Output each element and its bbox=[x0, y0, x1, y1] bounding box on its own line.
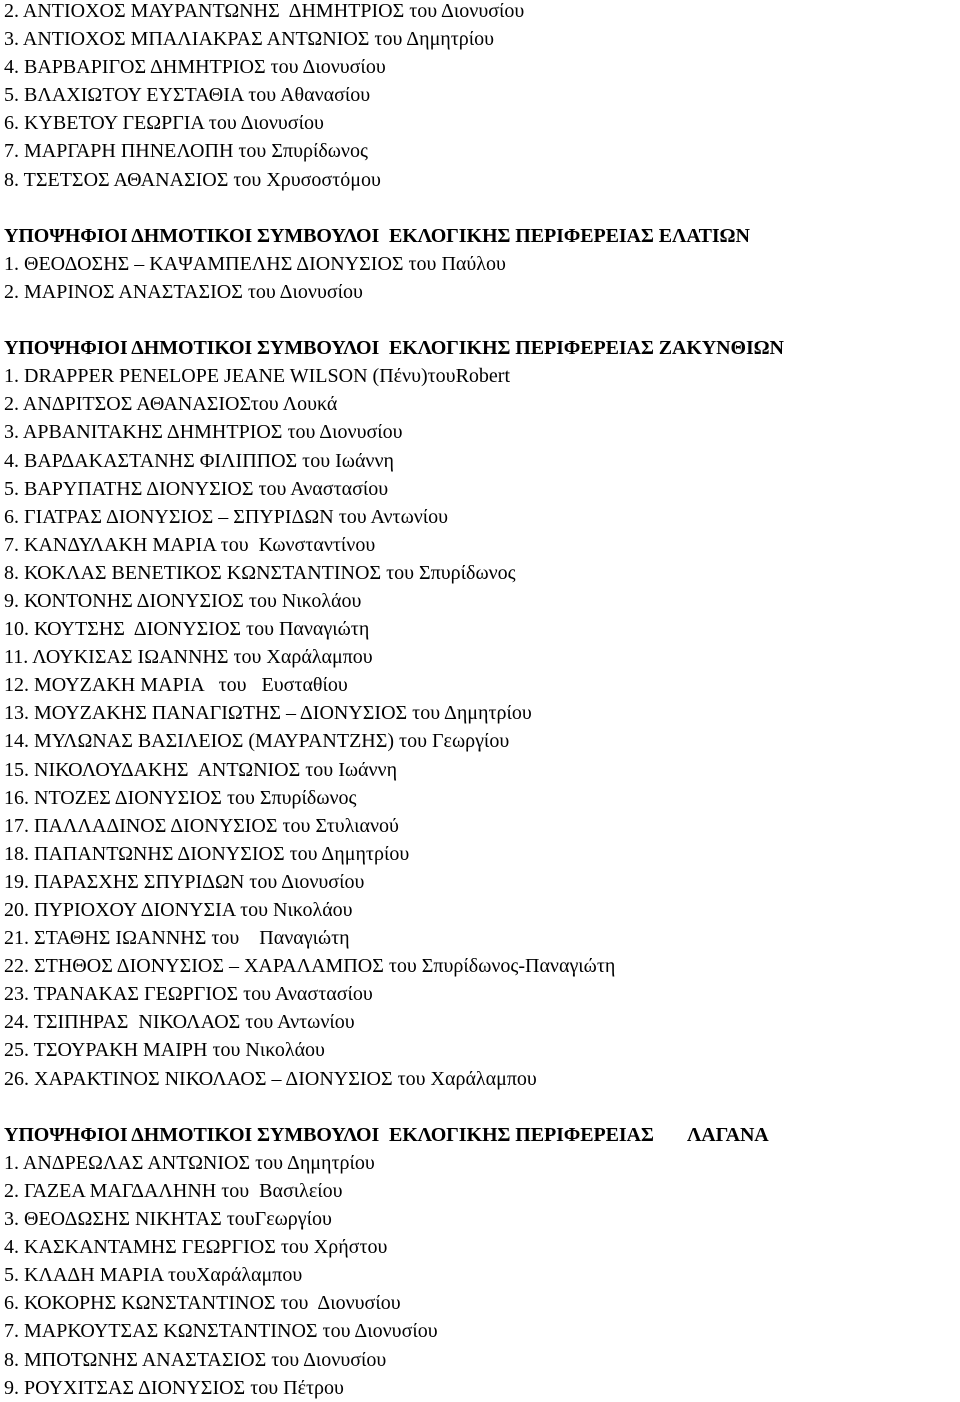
list-item: 14. ΜΥΛΩΝΑΣ ΒΑΣΙΛΕΙΟΣ (ΜΑΥΡΑΝΤΖΗΣ) του Γεωργίου bbox=[4, 730, 510, 753]
list-item: 7. ΜΑΡΚΟΥΤΣΑΣ ΚΩΝΣΤΑΝΤΙΝΟΣ του Διονυσίου bbox=[4, 1320, 438, 1343]
document-page bbox=[4, 0, 956, 1402]
list-item: 25. ΤΣΟΥΡΑΚΗ ΜΑΙΡΗ του Νικολάου bbox=[4, 1039, 325, 1062]
list-item: 1. ΘΕΟΔΟΣΗΣ – ΚΑΨΑΜΠΕΛΗΣ ΔΙΟΝΥΣΙΟΣ του Παύλου bbox=[4, 252, 506, 275]
section-heading: ΥΠΟΨΗΦΙΟΙ ΔΗΜΟΤΙΚΟΙ ΣΥΜΒΟΥΛΟΙ ΕΚΛΟΓΙΚΗΣ ΠΕΡΙΦΕΡΕΙΑΣ ΛΑΓΑΝΑ bbox=[4, 1123, 769, 1146]
list-item: 26. ΧΑΡΑΚΤΙΝΟΣ ΝΙΚΟΛΑΟΣ – ΔΙΟΝΥΣΙΟΣ του Χαράλαμπου bbox=[4, 1067, 537, 1090]
list-item: 1. ΑΝΔΡΕΩΛΑΣ ΑΝΤΩΝΙΟΣ του Δημητρίου bbox=[4, 1151, 375, 1174]
section-heading: ΥΠΟΨΗΦΙΟΙ ΔΗΜΟΤΙΚΟΙ ΣΥΜΒΟΥΛΟΙ ΕΚΛΟΓΙΚΗΣ ΠΕΡΙΦΕΡΕΙΑΣ ΖΑΚΥΝΘΙΩΝ bbox=[4, 337, 784, 360]
list-item: 4. ΚΑΣΚΑΝΤΑΜΗΣ ΓΕΩΡΓΙΟΣ του Χρήστου bbox=[4, 1236, 388, 1259]
list-item: 22. ΣΤΗΘΟΣ ΔΙΟΝΥΣΙΟΣ – ΧΑΡΑΛΑΜΠΟΣ του Σπυρίδωνος-Παναγιώτη bbox=[4, 955, 616, 978]
list-item: 10. ΚΟΥΤΣΗΣ ΔΙΟΝΥΣΙΟΣ του Παναγιώτη bbox=[4, 618, 370, 641]
spacer bbox=[4, 306, 956, 334]
list-item: 7. ΜΑΡΓΑΡΗ ΠΗΝΕΛΟΠΗ του Σπυρίδωνος bbox=[4, 140, 368, 163]
list-item: 23. ΤΡΑΝΑΚΑΣ ΓΕΩΡΓΙΟΣ του Αναστασίου bbox=[4, 983, 373, 1006]
list-item: 4. ΒΑΡΔΑΚΑΣΤΑΝΗΣ ΦΙΛΙΠΠΟΣ του Ιωάννη bbox=[4, 449, 394, 472]
list-item: 15. ΝΙΚΟΛΟΥΔΑΚΗΣ ΑΝΤΩΝΙΟΣ του Ιωάννη bbox=[4, 758, 398, 781]
section-heading: ΥΠΟΨΗΦΙΟΙ ΔΗΜΟΤΙΚΟΙ ΣΥΜΒΟΥΛΟΙ ΕΚΛΟΓΙΚΗΣ ΠΕΡΙΦΕΡΕΙΑΣ ΕΛΑΤΙΩΝ bbox=[4, 224, 750, 247]
list-item: 24. ΤΣΙΠΗΡΑΣ ΝΙΚΟΛΑΟΣ του Αντωνίου bbox=[4, 1011, 355, 1034]
list-item: 9. ΡΟΥΧΙΤΣΑΣ ΔΙΟΝΥΣΙΟΣ του Πέτρου bbox=[4, 1376, 344, 1399]
list-item: 13. ΜΟΥΖΑΚΗΣ ΠΑΝΑΓΙΩΤΗΣ – ΔΙΟΝΥΣΙΟΣ του Δημητρίου bbox=[4, 702, 532, 725]
list-item: 20. ΠΥΡΙΟΧΟΥ ΔΙΟΝΥΣΙΑ του Νικολάου bbox=[4, 899, 353, 921]
list-item: 5. ΚΛΑΔΗ ΜΑΡΙΑ τουΧαράλαμπου bbox=[4, 1264, 303, 1287]
list-item: 8. ΤΣΕΤΣΟΣ ΑΘΑΝΑΣΙΟΣ του Χρυσοστόμου bbox=[4, 168, 381, 191]
list-item: 3. ΑΝΤΙΟΧΟΣ ΜΠΑΛΙΑΚΡΑΣ ΑΝΤΩΝΙΟΣ του Δημητρίου bbox=[4, 28, 495, 51]
list-item: 17. ΠΑΛΛΑΔΙΝΟΣ ΔΙΟΝΥΣΙΟΣ του Στυλιανού bbox=[4, 814, 399, 837]
list-item: 2. ΜΑΡΙΝΟΣ ΑΝΑΣΤΑΣΙΟΣ του Διονυσίου bbox=[4, 280, 363, 303]
list-item: 9. ΚΟΝΤΟΝΗΣ ΔΙΟΝΥΣΙΟΣ του Νικολάου bbox=[4, 589, 362, 612]
list-item: 1. DRAPPER PENELOPE JEANE WILSON (Πένυ)τουRobert bbox=[4, 365, 511, 388]
list-item: 2. ΑΝΔΡΙΤΣΟΣ ΑΘΑΝΑΣΙΟΣτου Λουκά bbox=[4, 393, 338, 416]
list-item: 8. ΜΠΟΤΩΝΗΣ ΑΝΑΣΤΑΣΙΟΣ του Διονυσίου bbox=[4, 1348, 387, 1371]
list-item: 11. ΛΟΥΚΙΣΑΣ ΙΩΑΝΝΗΣ του Χαράλαμπου bbox=[4, 646, 373, 669]
section-lagana bbox=[4, 1121, 956, 1402]
list-item: 19. ΠΑΡΑΣΧΗΣ ΣΠΥΡΙΔΩΝ του Διονυσίου bbox=[4, 870, 365, 893]
list-item: 8. ΚΟΚΛΑΣ ΒΕΝΕΤΙΚΟΣ ΚΩΝΣΤΑΝΤΙΝΟΣ του Σπυρίδωνος bbox=[4, 561, 516, 584]
spacer bbox=[4, 1093, 956, 1121]
list-item: 4. ΒΑΡΒΑΡΙΓΟΣ ΔΗΜΗΤΡΙΟΣ του Διονυσίου bbox=[4, 56, 386, 79]
list-item: 2. ΓΑΖΕΑ ΜΑΓΔΑΛΗΝΗ του Βασιλείου bbox=[4, 1179, 343, 1202]
list-item: 5. ΒΑΡΥΠΑΤΗΣ ΔΙΟΝΥΣΙΟΣ του Αναστασίου bbox=[4, 477, 389, 500]
spacer bbox=[4, 194, 956, 222]
intro-list bbox=[4, 0, 956, 194]
list-item: 16. ΝΤΟΖΕΣ ΔΙΟΝΥΣΙΟΣ του Σπυρίδωνος bbox=[4, 786, 357, 809]
list-item: 3. ΘΕΟΔΩΣΗΣ ΝΙΚΗΤΑΣ τουΓεωργίου bbox=[4, 1208, 332, 1231]
list-item: 7. ΚΑΝΔΥΛΑΚΗ ΜΑΡΙΑ του Κωνσταντίνου bbox=[4, 533, 376, 556]
list-item: 18. ΠΑΠΑΝΤΩΝΗΣ ΔΙΟΝΥΣΙΟΣ του Δημητρίου bbox=[4, 842, 410, 865]
list-item: 2. ΑΝΤΙΟΧΟΣ ΜΑΥΡΑΝΤΩΝΗΣ ΔΗΜΗΤΡΙΟΣ του Διονυσίου bbox=[4, 0, 525, 22]
list-item: 5. ΒΛΑΧΙΩΤΟΥ ΕΥΣΤΑΘΙΑ του Αθανασίου bbox=[4, 84, 371, 107]
section-elation bbox=[4, 222, 956, 306]
list-item: 3. ΑΡΒΑΝΙΤΑΚΗΣ ΔΗΜΗΤΡΙΟΣ του Διονυσίου bbox=[4, 421, 403, 444]
list-item: 6. ΓΙΑΤΡΑΣ ΔΙΟΝΥΣΙΟΣ – ΣΠΥΡΙΔΩΝ του Αντωνίου bbox=[4, 505, 449, 528]
list-item: 21. ΣΤΑΘΗΣ ΙΩΑΝΝΗΣ του Παναγιώτη bbox=[4, 927, 350, 950]
list-item: 6. ΚΟΚΟΡΗΣ ΚΩΝΣΤΑΝΤΙΝΟΣ του Διονυσίου bbox=[4, 1292, 401, 1315]
list-item: 12. ΜΟΥΖΑΚΗ ΜΑΡΙΑ του Ευσταθίου bbox=[4, 674, 348, 697]
list-item: 6. ΚΥΒΕΤΟΥ ΓΕΩΡΓΙΑ του Διονυσίου bbox=[4, 112, 324, 135]
section-zakynthion bbox=[4, 334, 956, 1093]
